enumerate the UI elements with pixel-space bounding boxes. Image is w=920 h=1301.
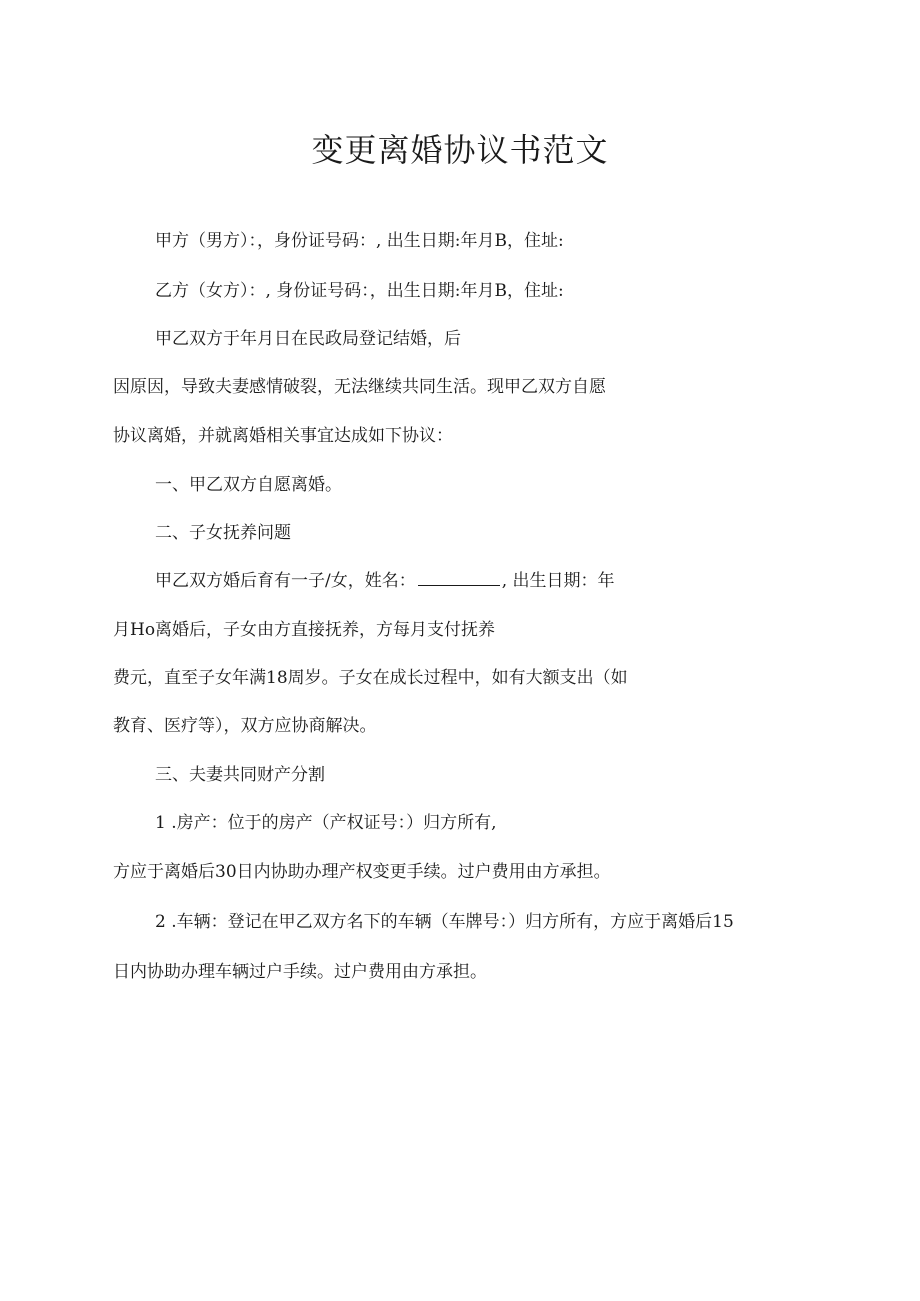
property-house-line: 1 .房产：位于的房产（产权证号：）归方所有, [155, 813, 497, 833]
section-three-heading: 三、夫妻共同财产分割 [155, 765, 325, 785]
major-expense-line: 教育、医疗等），双方应协商解决。 [113, 716, 377, 736]
party-a-line: 甲方（男方）：，身份证号码：, 出生日期:年月B，住址: [155, 231, 564, 251]
section-one-heading: 一、甲乙双方自愿离婚。 [155, 475, 342, 495]
party-b-line: 乙方（女方）：, 身份证号码：，出生日期:年月B，住址: [155, 281, 564, 301]
marriage-registration-line: 甲乙双方于年月日在民政局登记结婚，后 [155, 329, 461, 349]
document-title: 变更离婚协议书范文 [311, 131, 609, 169]
child-info-line [155, 569, 615, 593]
property-house-transfer-line: 方应于离婚后30日内协助办理产权变更手续。过户费用由方承担。 [113, 862, 611, 882]
child-name-blank [418, 569, 500, 586]
support-fee-line: 费元，直至子女年满18周岁。子女在成长过程中，如有大额支出（如 [113, 668, 628, 688]
divorce-reason-line: 因原因，导致夫妻感情破裂，无法继续共同生活。现甲乙双方自愿 [113, 377, 606, 397]
child-info-text: 甲乙双方婚后育有一子/女，姓名： [155, 571, 416, 591]
agreement-intro-line: 协议离婚，并就离婚相关事宜达成如下协议： [113, 426, 453, 446]
property-vehicle-transfer-line: 日内协助办理车辆过户手续。过户费用由方承担。 [113, 962, 487, 982]
child-birth-text: , 出生日期：年 [501, 571, 615, 591]
section-two-heading: 二、子女抚养问题 [155, 523, 291, 543]
property-vehicle-line: 2 .车辆：登记在甲乙双方名下的车辆（车牌号：）归方所有，方应于离婚后15 [155, 912, 734, 932]
custody-line: 月Ho离婚后，子女由方直接抚养，方每月支付抚养 [113, 620, 496, 640]
